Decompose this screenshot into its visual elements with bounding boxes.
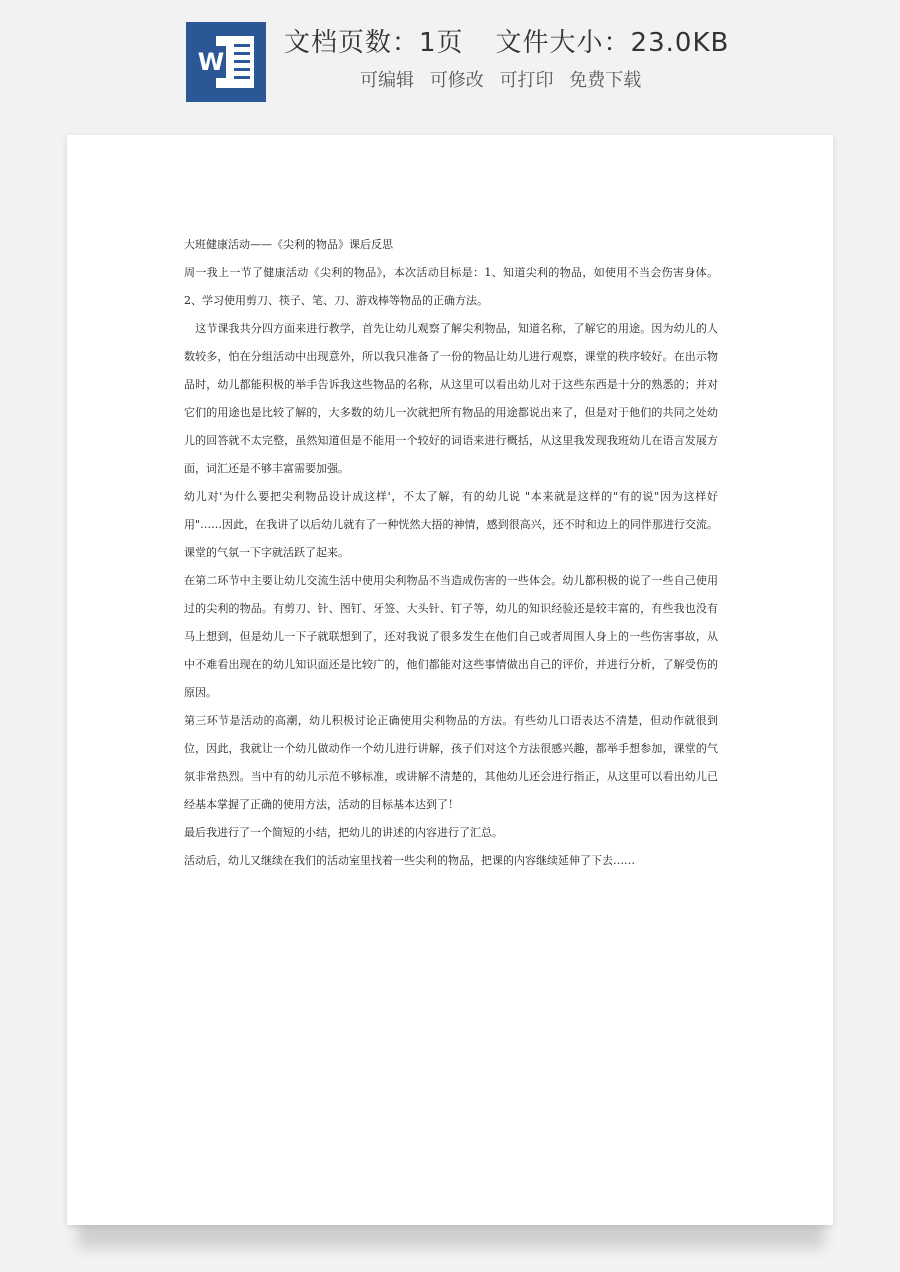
feature-list <box>360 66 651 92</box>
download-header <box>0 0 900 120</box>
paragraph: 在第二环节中主要让幼儿交流生活中使用尖利物品不当造成伤害的一些体会。幼儿都积极的说了一些自己使用过的尖利的物品。有剪刀、针、图钉、牙签、大头针、钉子等，幼儿的知识经验还是较丰富的，有些我也没有马上想到，但是幼儿一下子就联想到了，还对我说了很多发生在他们自己或者周围人身上的一些伤害事故，从中不难看出现在的幼儿知识面还是比较广的，他们都能对这些事情做出自己的评价，并进行分析，了解受伤的原因。 <box>184 574 718 699</box>
word-document-icon <box>186 22 266 102</box>
sheet-line <box>234 44 250 47</box>
paragraph: 周一我上一节了健康活动《尖利的物品》，本次活动目标是：1、知道尖利的物品，如使用不当会伤害身体。2、学习使用剪刀、筷子、笔、刀、游戏棒等物品的正确方法。 <box>184 266 718 307</box>
feature-editable: 可编辑 <box>360 70 414 91</box>
file-info <box>284 22 729 59</box>
document-page <box>67 135 833 1225</box>
feature-printable: 可打印 <box>499 70 554 91</box>
document-title: 大班健康活动——《尖利的物品》课后反思 <box>184 238 393 251</box>
sheet-line <box>234 68 250 71</box>
paragraph: 第三环节是活动的高潮，幼儿积极讨论正确使用尖利物品的方法。有些幼儿口语表达不清楚，但动作就很到位，因此，我就让一个幼儿做动作一个幼儿进行讲解，孩子们对这个方法很感兴趣，都举手想参加，课堂的气氛非常热烈。当中有的幼儿示范不够标准，或讲解不清楚的，其他幼儿还会进行指正，从这里可以看出幼儿已经基本掌握了正确的使用方法，活动的目标基本达到了！ <box>184 714 718 811</box>
document-content <box>184 231 718 875</box>
sheet-line <box>234 52 250 55</box>
paragraph: 幼儿对'为什么要把尖利物品设计成这样'，不太了解，有的幼儿说 "本来就是这样的"有的说"因为这样好用"……因此，在我讲了以后幼儿就有了一种恍然大捂的神情，感到很高兴，还不时和边上的同伴那进行交流。课堂的气氛一下字就活跃了起来。 <box>184 490 718 559</box>
sheet-line <box>234 60 250 63</box>
feature-free-download: 免费下载 <box>569 70 642 91</box>
file-size: 文件大小：23.0KB <box>495 28 730 58</box>
page-count: 文档页数：1页 <box>284 28 464 58</box>
paragraph: 最后我进行了一个简短的小结，把幼儿的讲述的内容进行了汇总。 <box>184 826 503 839</box>
sheet-line <box>234 76 250 79</box>
paragraph: 这节课我共分四方面来进行教学，首先让幼儿观察了解尖利物品，知道名称，了解它的用途。因为幼儿的人数较多，怕在分组活动中出现意外，所以我只准备了一份的物品让幼儿进行观察，课堂的秩序较好。在出示物品时，幼儿都能积极的举手告诉我这些物品的名称，从这里可以看出幼儿对于这些东西是十分的熟悉的；并对它们的用途也是比较了解的，大多数的幼儿一次就把所有物品的用途都说出来了，但是对于他们的共同之处幼儿的回答就不太完整，虽然知道但是不能用一个较好的词语来进行概括，从这里我发现我班幼儿在语言发展方面，词汇还是不够丰富需要加强。 <box>184 322 718 475</box>
feature-modifiable: 可修改 <box>429 70 484 91</box>
paragraph: 活动后，幼儿又继续在我们的活动室里找着一些尖利的物品，把课的内容继续延伸了下去…… <box>184 854 635 867</box>
word-letter-badge: W <box>197 48 225 76</box>
